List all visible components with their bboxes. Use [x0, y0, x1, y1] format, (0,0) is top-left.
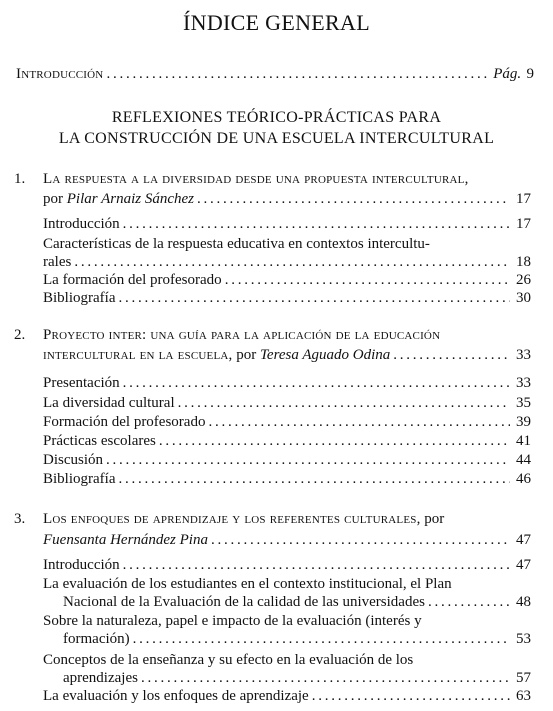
toc-entry	[63, 592, 531, 612]
chapter-page: 33	[516, 347, 531, 363]
toc-entry-label-cont: formación)	[63, 631, 130, 647]
toc-entry-page: 39	[516, 414, 531, 430]
page-title: ÍNDICE GENERAL	[183, 10, 370, 35]
toc-entry-page: 41	[516, 433, 531, 449]
chapter-number: 1.	[14, 171, 26, 187]
chapter-title: Los enfoques de aprendizaje y los referentes culturales,	[43, 511, 421, 527]
toc-entry-label: La diversidad cultural	[43, 395, 175, 411]
chapter-number: 2.	[14, 327, 26, 343]
toc-entry-label: Introducción	[43, 216, 120, 232]
leader-dots	[133, 629, 510, 649]
toc-entry-page: 63	[516, 688, 531, 704]
toc-entry-page: 57	[516, 670, 531, 686]
chapter-page: 47	[516, 532, 531, 548]
toc-entry-page: 26	[516, 272, 531, 288]
toc-entry-label-cont: aprendizajes	[63, 670, 138, 686]
chapter-title-cont: intercultural en la escuela,	[43, 347, 233, 363]
leader-dots	[225, 270, 510, 290]
toc-entry-page: 53	[516, 631, 531, 647]
toc-entry-page: 30	[516, 290, 531, 306]
chapter-author-line	[43, 189, 531, 209]
leader-dots	[428, 592, 510, 612]
leader-dots	[211, 530, 510, 550]
toc-entry-label: Bibliografía	[43, 471, 116, 487]
toc-entry-page: 9	[526, 66, 534, 82]
part-title-line1: REFLEXIONES TEÓRICO-PRÁCTICAS PARA	[111, 109, 442, 126]
toc-entry	[43, 252, 531, 272]
chapter-title: Proyecto inter: una guía para la aplicación de la educación	[43, 327, 441, 343]
leader-dots	[208, 412, 510, 432]
leader-dots	[312, 686, 510, 706]
toc-entry-page: 47	[516, 557, 531, 573]
chapter-author: Teresa Aguado Odina	[259, 347, 391, 363]
toc-entry-label: La formación del profesorado	[43, 272, 222, 288]
chapter-author: Fuensanta Hernández Pina	[43, 532, 208, 548]
toc-entry	[63, 668, 531, 688]
toc-entry	[43, 555, 531, 575]
leader-dots	[141, 668, 510, 688]
leader-dots	[393, 345, 510, 365]
chapter-author: Pilar Arnaiz Sánchez	[66, 191, 194, 207]
toc-entry-label-cont: rales	[43, 254, 72, 270]
leader-dots	[197, 189, 510, 209]
toc-entry-label: Bibliografía	[43, 290, 116, 306]
leader-dots	[178, 393, 510, 413]
toc-entry-label: Conceptos de la enseñanza y su efecto en la evaluación de los	[43, 652, 414, 668]
toc-entry	[43, 393, 531, 413]
toc-entry	[43, 469, 531, 489]
by-label: por	[236, 347, 257, 363]
toc-entry	[43, 270, 531, 290]
toc-entry	[43, 288, 531, 308]
toc-entry	[63, 629, 531, 649]
chapter-author-line	[43, 530, 531, 550]
toc-entry-page: 48	[516, 594, 531, 610]
chapter-author-line	[43, 345, 531, 365]
toc-entry-page: 33	[516, 375, 531, 391]
toc-entry-page: 46	[516, 471, 531, 487]
leader-dots	[106, 450, 510, 470]
toc-entry-label: La evaluación y los enfoques de aprendizaje	[43, 688, 309, 704]
toc-entry-label: Sobre la naturaleza, papel e impacto de la evaluación (interés y	[43, 613, 422, 629]
leader-dots	[118, 288, 510, 308]
toc-entry-label: Formación del profesorado	[43, 414, 206, 430]
toc-entry-label: La evaluación de los estudiantes en el contexto institucional, el Plan	[43, 576, 452, 592]
leader-dots	[123, 373, 510, 393]
toc-entry	[43, 686, 531, 706]
leader-dots	[118, 469, 510, 489]
toc-entry	[43, 412, 531, 432]
toc-entry	[43, 450, 531, 470]
toc-entry-page: 18	[516, 254, 531, 270]
toc-entry	[43, 373, 531, 393]
leader-dots	[74, 252, 510, 272]
leader-dots	[123, 555, 510, 575]
leader-dots	[159, 431, 510, 451]
by-label: por	[43, 191, 63, 207]
chapter-number: 3.	[14, 511, 26, 527]
pag-label: Pág.	[493, 66, 522, 82]
leader-dots	[106, 64, 490, 84]
toc-entry-page: 17	[516, 216, 531, 232]
chapter-title-line	[43, 509, 444, 529]
toc-entry-label: Presentación	[43, 375, 120, 391]
toc-entry	[43, 431, 531, 451]
toc-entry-label: Discusión	[43, 452, 103, 468]
toc-entry	[43, 214, 531, 234]
part-title-line2: LA CONSTRUCCIÓN DE UNA ESCUELA INTERCULTURAL	[58, 130, 495, 147]
leader-dots	[123, 214, 510, 234]
toc-entry-label: Introducción	[16, 66, 104, 82]
by-label: por	[424, 511, 445, 527]
chapter-title: La respuesta a la diversidad desde una propuesta intercultural,	[43, 171, 469, 187]
toc-entry-page: 44	[516, 452, 531, 468]
toc-entry-label: Prácticas escolares	[43, 433, 156, 449]
chapter-page: 17	[516, 191, 531, 207]
toc-entry-introduccion	[16, 64, 534, 84]
toc-entry-page: 35	[516, 395, 531, 411]
toc-entry-label-cont: Nacional de la Evaluación de la calidad de las universidades	[63, 594, 425, 610]
toc-entry-label: Características de la respuesta educativa en contextos intercultu-	[43, 236, 430, 252]
toc-entry-label: Introducción	[43, 557, 120, 573]
